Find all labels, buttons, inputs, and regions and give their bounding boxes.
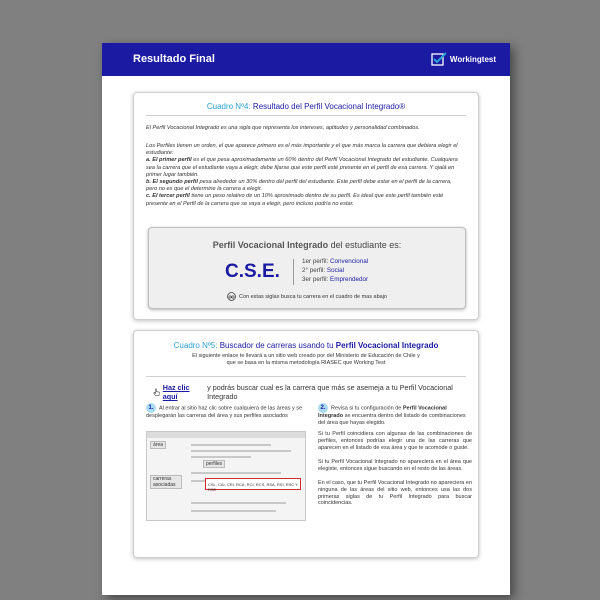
step-2-detail-1: Si tu Perfil coincidiera con algunas de las combinaciones de perfiles, entonces podrías elegir una de las carreras que aparecen en el listado de esa área y que te acomode o guste. (318, 431, 472, 451)
step-2-badge: 2. (318, 403, 328, 413)
area-tag: área (150, 441, 166, 449)
step-1-badge: 1. (146, 403, 156, 413)
result-box-title: Perfil Vocacional Integrado del estudiante es: (212, 240, 402, 250)
text-line (191, 510, 276, 512)
check-logo-icon (431, 52, 447, 66)
document-page (102, 43, 510, 595)
profile-explanation: Los Perfiles tienen un orden, el que aparece primero es el más importante y el que más marca la carrera que debiera elegir el estudiante: a. El primer perfil es el que pesa aproximadamente un 60% dentro del Perfil Vocacional Integrado del estudiante. Cualquiera sea la carrera que el estudiante vaya a elegir, debe fijarse que este perfil esté presente en el perfil de esa carrera. Y ojalá en primer lugar también. b. El segundo perfil pesa alrededor un 30% dentro del perfil del estudiante. Este perfil debe estar en el perfil de la carrera, pero no es que el determine la carrera a elegir. c. El tercer perfil tiene un peso relativo de un 10% aproximado dentro de su perfil. Es ideal que este perfil también esté presente en el Perfil de la carrera que se vaya a elegir, pero incluso podría no estar. (146, 143, 458, 207)
codes-highlight: CSL, CAI, CRI, RCA, RCI, RCS, RSA, RSI, RSC Y RSE (205, 478, 301, 490)
profile-code: C.S.E. (225, 261, 280, 282)
haz-clic-aqui-link[interactable]: Haz clic aquí (162, 383, 190, 401)
result-box-footer: Con estas siglas busca tu carrera en el cuadro de mas abajo (149, 292, 465, 301)
divider (293, 259, 294, 285)
step-2: 2. Revisa si tu configuración de Perfil Vocacional Integrado se encuentra dentro del listado de combinaciones del área que hayas elegido. (318, 404, 466, 426)
pointer-hand-icon (152, 388, 161, 397)
workingtest-logo (431, 52, 496, 66)
step-1: 1. Al entrar al sitio haz clic sobre cualquiera de las áreas y se desplegarán las carreras del área y sus perfiles asociados (146, 404, 303, 419)
cuadro-5-heading: Cuadro Nº5: Buscador de carreras usando tu Perfil Vocacional Integrado (173, 341, 439, 350)
page-title: Resultado Final (133, 53, 215, 65)
result-box (148, 227, 466, 309)
search-link-line: Haz clic aquí y podrás buscar cual es la carrera que más se asemeja a tu Perfil Vocacional Integrado (152, 383, 478, 401)
cuadro-4-heading: Cuadro Nº4: Resultado del Perfil Vocacional Integrado® (206, 102, 406, 111)
browser-bar (147, 432, 305, 438)
logo-text: Workingtest (449, 54, 496, 64)
carreras-tag: carreras asociadas (150, 475, 182, 489)
cuadro-5-subtitle: El siguiente enlace te llevará a un sitio web creado por del Ministerio de Educación de Chile y que se basa en la misma metodología RIASEC que Working Test (192, 353, 420, 367)
text-line (191, 450, 291, 452)
step-2-detail-3: En el caso, que tu Perfil Vocacional Integrado no apareciera en ninguna de las áreas del sitio web, entonces usa las dos primeras siglas de tu Perfil Integrado para buscar coincidencias. (318, 480, 472, 507)
step-2-detail-2: Si tu Perfil Vocacional Integrado no apareciera en el área que elegiste, entonces sigue buscando en el resto de las áreas. (318, 459, 472, 472)
binoculars-icon (227, 292, 236, 301)
cuadro-4-card (133, 92, 479, 320)
perfiles-tag: perfiles (203, 460, 225, 468)
profile-list: 1er perfil: Convencional 2° perfil: Social 3er perfil: Emprendedor (302, 258, 369, 283)
text-line (191, 502, 286, 504)
intro-text: El Perfil Vocacional Integrado es una sigla que representa los intereses, aptitudes y personalidad combinados. (146, 125, 420, 131)
divider (146, 376, 466, 377)
divider (146, 115, 466, 116)
header-bar (102, 43, 510, 76)
text-line (191, 444, 271, 446)
text-line (191, 472, 281, 474)
text-line (191, 456, 251, 458)
website-screenshot (146, 431, 306, 521)
cuadro-5-card (133, 330, 479, 558)
